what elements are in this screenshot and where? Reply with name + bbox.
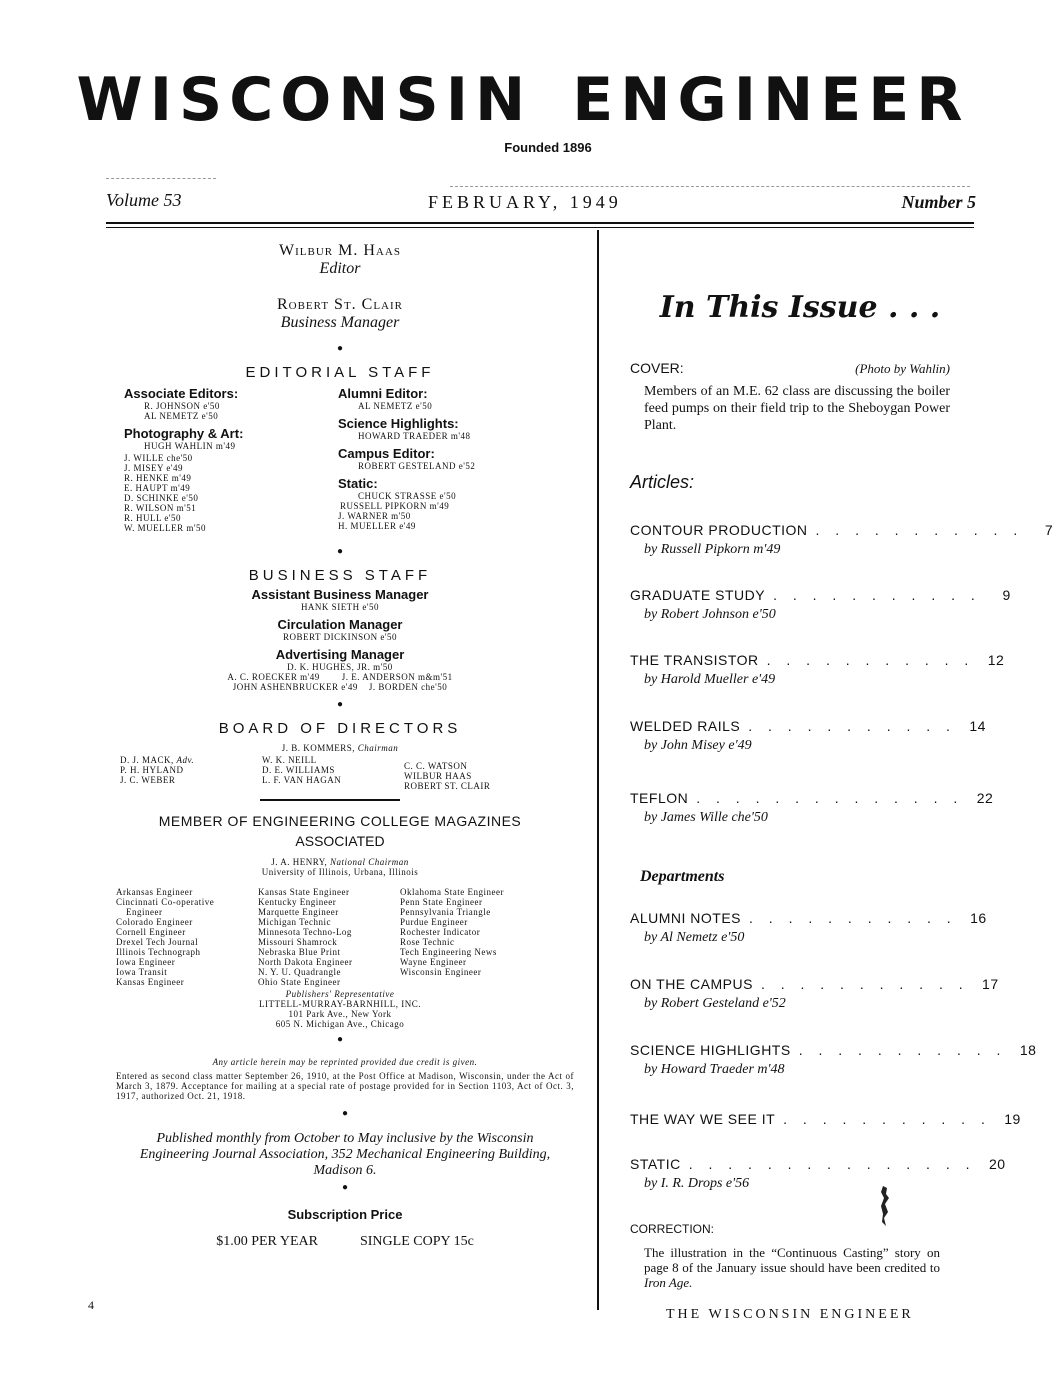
- bullet: ●: [336, 1034, 344, 1045]
- board-member: D. J. MACK, Adv.: [120, 755, 195, 765]
- photography-label: Photography & Art:: [124, 426, 244, 441]
- magazine-name: Pennsylvania Triangle: [400, 907, 491, 917]
- board-member: W. K. NEILL: [262, 755, 317, 765]
- magazine-name: Tech Engineering News: [400, 947, 497, 957]
- board-member: C. C. WATSON: [404, 761, 468, 771]
- department-entry[interactable]: ON THE CAMPUS . . . . . . . . . . . 17 by Robert Gesteland e'52: [630, 976, 999, 1011]
- magazine-name: N. Y. U. Quadrangle: [258, 967, 341, 977]
- staff-column: [100, 240, 580, 1250]
- divider-rule: [260, 799, 400, 801]
- science-highlights-label: Science Highlights:: [338, 416, 459, 431]
- article-entry[interactable]: GRADUATE STUDY . . . . . . . . . . . 9 by Robert Johnson e'50: [630, 587, 1011, 622]
- campus-editor-label: Campus Editor:: [338, 446, 435, 461]
- magazine-name: Cincinnati Co-operative: [116, 897, 215, 907]
- editor-title: Editor: [319, 260, 361, 277]
- masthead: [0, 65, 1006, 155]
- board-member: J. C. WEBER: [120, 775, 176, 785]
- article-entry[interactable]: CONTOUR PRODUCTION . . . . . . . . . . . 7 by Russell Pipkorn m'49: [630, 522, 1053, 557]
- entry-notice: Entered as second class matter September 26, 1910, at the Post Office at Madison, Wisconsin, under the Act of March 3, 1879. Acceptance for mailing at a special rate of postage provided for in Section 1103, Act of Oct. 3, 1917, authorized Oct. 21, 1918.: [116, 1071, 574, 1101]
- magazine-title: [40, 65, 1006, 135]
- advertising-staff: JOHN ASHENBRUCKER e'49 J. BORDEN che'50: [232, 682, 448, 692]
- board-heading: BOARD OF DIRECTORS: [218, 720, 462, 737]
- magazine-name: Purdue Engineer: [400, 917, 468, 927]
- publishers-rep-label: Publishers' Representative: [285, 989, 395, 999]
- correction-text: The illustration in the “Continuous Casting” story on page 8 of the January issue should have been credited to Iron Age.: [644, 1245, 940, 1290]
- member-line-1: MEMBER OF ENGINEERING COLLEGE MAGAZINES: [158, 813, 522, 829]
- magazine-name: Kansas Engineer: [116, 977, 185, 987]
- bullet: ●: [336, 699, 344, 710]
- publishers-rep-line: 101 Park Ave., New York: [288, 1009, 392, 1019]
- alumni-editor: AL NEMETZ e'50: [358, 401, 433, 411]
- magazine-name: Marquette Engineer: [258, 907, 339, 917]
- photo-staff: R. HULL e'50: [124, 513, 182, 523]
- subscription-prices: $1.00 PER YEAR SINGLE COPY 15c: [216, 1234, 474, 1249]
- member-block: [100, 813, 580, 877]
- photo-staff: J. WILLE che'50: [124, 453, 193, 463]
- magazine-name: Illinois Technograph: [116, 947, 201, 957]
- correction-label: CORRECTION:: [630, 1222, 714, 1236]
- reprint-notice: Any article herein may be reprinted provided due credit is given.: [212, 1057, 478, 1067]
- business-manager-title: Business Manager: [280, 314, 400, 331]
- advertising-staff: A. C. ROECKER m'49 J. E. ANDERSON m&m'51: [227, 672, 453, 682]
- assistant-bm-label: Assistant Business Manager: [251, 587, 429, 602]
- issue-bar: [106, 190, 976, 214]
- articles-heading: Articles:: [630, 472, 695, 492]
- business-staff: [100, 547, 580, 753]
- board-member: ROBERT ST. CLAIR: [404, 781, 491, 791]
- science-editor: HOWARD TRAEDER m'48: [358, 431, 471, 441]
- associate-editor: AL NEMETZ e'50: [144, 411, 219, 421]
- founded-line: Founded 1896: [504, 140, 592, 155]
- issue-date: FEBRUARY, 1949: [428, 192, 622, 212]
- magazine-name: Rose Technic: [400, 937, 455, 947]
- static-label: Static:: [338, 476, 378, 491]
- running-footer: THE WISCONSIN ENGINEER: [666, 1307, 914, 1322]
- associate-editors-label: Associate Editors:: [124, 386, 239, 401]
- board-col-1: [120, 755, 194, 785]
- magazines-col-1: [116, 887, 214, 987]
- magazine-name: North Dakota Engineer: [258, 957, 353, 967]
- article-entry[interactable]: THE TRANSISTOR . . . . . . . . . . . 12 by Harold Mueller e'49: [630, 652, 1005, 687]
- subscription-heading: Subscription Price: [287, 1207, 403, 1222]
- board-col-3: [404, 761, 490, 791]
- magazine-name: Minnesota Techno-Log: [258, 927, 352, 937]
- cover-description: Members of an M.E. 62 class are discussing the boiler feed pumps on their field trip to the Sheboygan Power Plant.: [644, 384, 950, 433]
- magazine-name: Penn State Engineer: [400, 897, 483, 907]
- board-member: D. E. WILLIAMS: [262, 765, 335, 775]
- bullet: ●: [341, 1182, 349, 1193]
- board-member: WILBUR HAAS: [404, 771, 472, 781]
- photo-staff: R. WILSON m'51: [124, 503, 197, 513]
- magazine-name: Iowa Engineer: [116, 957, 176, 967]
- bullet: ●: [336, 546, 344, 557]
- page-number: 4: [88, 1298, 94, 1312]
- publishers-rep-line: LITTELL-MURRAY-BARNHILL, INC.: [259, 999, 421, 1009]
- issue-number: Number 5: [901, 192, 976, 212]
- table-of-contents: [630, 290, 1053, 1290]
- ink-smudge: [880, 1186, 890, 1226]
- photo-staff: R. HENKE m'49: [124, 473, 192, 483]
- static-staff: CHUCK STRASSE e'50: [358, 491, 457, 501]
- cover-block: [630, 360, 950, 434]
- photo-staff: D. SCHINKE e'50: [124, 493, 199, 503]
- alumni-editor-label: Alumni Editor:: [338, 386, 428, 401]
- column-divider: [597, 230, 599, 1310]
- board-members: [100, 755, 580, 791]
- publishers-rep-line: 605 N. Michigan Ave., Chicago: [275, 1019, 405, 1029]
- editor-name: Wilbur M. Haas: [279, 242, 401, 259]
- member-line-2: ASSOCIATED: [295, 833, 385, 849]
- department-entry[interactable]: SCIENCE HIGHLIGHTS . . . . . . . . . . . 18 by Howard Traeder m'48: [630, 1042, 1037, 1077]
- photo-staff: W. MUELLER m'50: [124, 523, 207, 533]
- publication-notice: Published monthly from October to May inclusive by the Wisconsin Engineering Journal Association, 352 Mechanical Engineering Building, Madison 6.: [139, 1131, 551, 1178]
- magazine-name: Arkansas Engineer: [116, 887, 193, 897]
- editorial-staff-heading: EDITORIAL STAFF: [245, 364, 435, 381]
- magazine-name: Wisconsin Engineer: [400, 967, 482, 977]
- campus-editor: ROBERT GESTELAND e'52: [358, 461, 476, 471]
- magazine-name: Kentucky Engineer: [258, 897, 337, 907]
- publishers-rep: [100, 989, 580, 1045]
- circulation-manager: ROBERT DICKINSON e'50: [283, 632, 397, 642]
- static-staff: RUSSELL PIPKORN m'49: [340, 501, 450, 511]
- circulation-label: Circulation Manager: [277, 617, 403, 632]
- advertising-label: Advertising Manager: [275, 647, 405, 662]
- title-word-2: ENGINEER: [572, 65, 970, 135]
- notices: [100, 1057, 580, 1250]
- magazine-name: Wayne Engineer: [400, 957, 467, 967]
- magazines-col-2: [258, 887, 352, 987]
- editorial-staff: [100, 387, 580, 547]
- board-member: L. F. VAN HAGAN: [262, 775, 342, 785]
- board-member: P. H. HYLAND: [120, 765, 184, 775]
- magazine-name: Iowa Transit: [116, 967, 168, 977]
- magazine-name: Rochester Indicator: [400, 927, 481, 937]
- bullet: ●: [341, 1108, 349, 1119]
- university-line: University of Illinois, Urbana, Illinois: [261, 867, 419, 877]
- board-col-2: [262, 755, 341, 785]
- magazines-col-3: [400, 887, 504, 977]
- decorative-rule: [106, 178, 216, 179]
- cover-credit: (Photo by Wahlin): [855, 361, 950, 376]
- cover-label: COVER:: [630, 360, 684, 376]
- toc-title: In This Issue . . .: [659, 290, 941, 325]
- magazine-name: Nebraska Blue Print: [258, 947, 341, 957]
- static-staff: H. MUELLER e'49: [338, 521, 416, 531]
- article-entry[interactable]: WELDED RAILS . . . . . . . . . . . 14 by John Misey e'49: [630, 718, 986, 753]
- department-entry[interactable]: STATIC . . . . . . . . . . . . . . . 20 by I. R. Drops e'56: [630, 1156, 1006, 1191]
- departments-heading: Departments: [640, 868, 725, 885]
- business-manager-name: Robert St. Clair: [276, 296, 404, 313]
- advertising-manager: D. K. HUGHES, JR. m'50: [287, 662, 393, 672]
- board-chairman: J. B. KOMMERS, Chairman: [281, 743, 399, 753]
- member-magazines: [100, 887, 580, 989]
- static-staff: J. WARNER m'50: [338, 511, 411, 521]
- decorative-rule: [450, 186, 970, 187]
- magazine-name: Drexel Tech Journal: [116, 937, 199, 947]
- magazine-name: Kansas State Engineer: [258, 887, 350, 897]
- photography-editor: HUGH WAHLIN m'49: [144, 441, 236, 451]
- department-entry[interactable]: THE WAY WE SEE IT . . . . . . . . . . . 19: [630, 1111, 1021, 1127]
- photo-staff: J. MISEY e'49: [124, 463, 184, 473]
- bullet: ●: [336, 343, 344, 354]
- photo-staff-list: [124, 453, 324, 533]
- masthead-rule: [106, 222, 974, 228]
- magazine-name: Missouri Shamrock: [258, 937, 338, 947]
- assistant-bm: HANK SIETH e'50: [300, 602, 380, 612]
- volume-label: Volume 53: [106, 190, 182, 210]
- business-staff-heading: BUSINESS STAFF: [248, 567, 432, 584]
- magazine-name: Oklahoma State Engineer: [400, 887, 504, 897]
- magazine-name: Engineer: [126, 907, 163, 917]
- photo-staff: E. HAUPT m'49: [124, 483, 191, 493]
- magazine-name: Ohio State Engineer: [258, 977, 341, 987]
- staff-column-right: [338, 387, 578, 531]
- article-entry[interactable]: TEFLON . . . . . . . . . . . . . . 22 by James Wille che'50: [630, 790, 994, 825]
- staff-column-left: [124, 387, 324, 533]
- magazine-name: Cornell Engineer: [116, 927, 186, 937]
- magazine-name: Michigan Technic: [258, 917, 331, 927]
- magazine-name: Colorado Engineer: [116, 917, 193, 927]
- associate-editor: R. JOHNSON e'50: [144, 401, 220, 411]
- department-entry[interactable]: ALUMNI NOTES . . . . . . . . . . . 16 by Al Nemetz e'50: [630, 910, 987, 945]
- title-word-1: WISCONSIN: [76, 65, 533, 135]
- national-chairman: J. A. HENRY, National Chairman: [271, 857, 409, 867]
